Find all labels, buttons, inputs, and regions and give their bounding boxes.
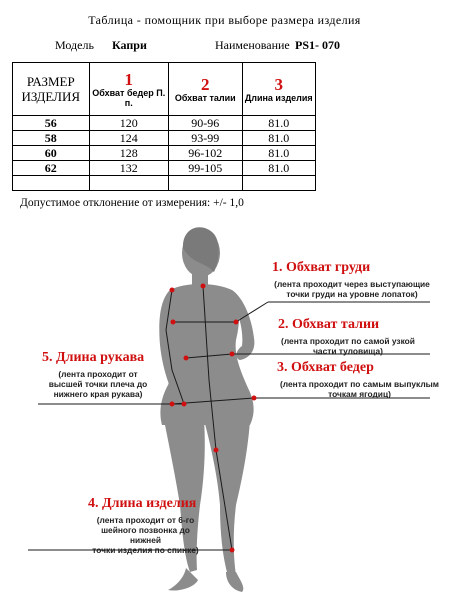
table-cell: 120 xyxy=(89,116,169,131)
table-cell: 56 xyxy=(13,116,90,131)
table-cell: 62 xyxy=(13,161,90,176)
column-label: Длина изделия xyxy=(244,92,313,103)
name-value-text: PS1- 070 xyxy=(295,38,340,52)
tolerance-note: Допустимое отклонение от измерения: +/- 1,0 xyxy=(20,197,244,209)
column-number: 3 xyxy=(274,74,283,94)
table-cell: 81.0 xyxy=(242,146,316,161)
column-label: Обхват талии xyxy=(174,92,236,103)
table-cell: 81.0 xyxy=(242,161,316,176)
product-length-label xyxy=(88,496,203,555)
table-cell: 99-105 xyxy=(169,161,242,176)
model-value-text: Капри xyxy=(112,38,147,52)
hips-measurement-label xyxy=(277,360,442,399)
size-column-header: РАЗМЕР ИЗДЕЛИЯ xyxy=(13,63,90,116)
page-title: Таблица - помощник при выборе размера изделия xyxy=(88,13,361,27)
waist-measurement-title: 2. Обхват талии xyxy=(278,317,380,332)
hips-measurement-title: 3. Обхват бедер xyxy=(277,360,374,375)
table-cell: 81.0 xyxy=(242,131,316,146)
chest-measurement-desc: (лента проходит через выступающие точки груди на уровне лопаток) xyxy=(274,279,430,299)
product-length-title: 4. Длина изделия xyxy=(88,496,197,511)
name-label: Наименование xyxy=(215,38,290,52)
chest-measurement-label xyxy=(272,260,432,299)
column-number: 1 xyxy=(124,69,133,89)
waist-measurement-label xyxy=(278,317,418,356)
table-cell: 124 xyxy=(89,131,169,146)
column-label: Обхват бедер П. п. xyxy=(92,87,166,108)
sleeve-length-desc: (лента проходит от высшей точки плеча до нижнего края рукава) xyxy=(48,369,148,399)
column-number: 2 xyxy=(201,74,210,94)
model-label: Модель xyxy=(55,38,94,52)
hips-measurement-desc: (лента проходит по самым выпуклым точкам ягодиц) xyxy=(280,379,439,399)
table-cell: 58 xyxy=(13,131,90,146)
waist-measurement-desc: (лента проходит по самой узкой части туловища) xyxy=(281,336,415,356)
table-cell: 60 xyxy=(13,146,90,161)
table-cell: 96-102 xyxy=(169,146,242,161)
table-cell: 81.0 xyxy=(242,116,316,131)
product-length-desc: (лента проходит от 6-го шейного позвонка до нижней точки изделия по спинке) xyxy=(92,515,199,555)
table-cell: 90-96 xyxy=(169,116,242,131)
chest-measurement-title: 1. Обхват груди xyxy=(272,260,371,275)
sleeve-length-label xyxy=(42,350,154,399)
table-cell: 93-99 xyxy=(169,131,242,146)
table-cell: 128 xyxy=(89,146,169,161)
table-cell: 132 xyxy=(89,161,169,176)
sleeve-length-title: 5. Длина рукава xyxy=(42,350,145,365)
